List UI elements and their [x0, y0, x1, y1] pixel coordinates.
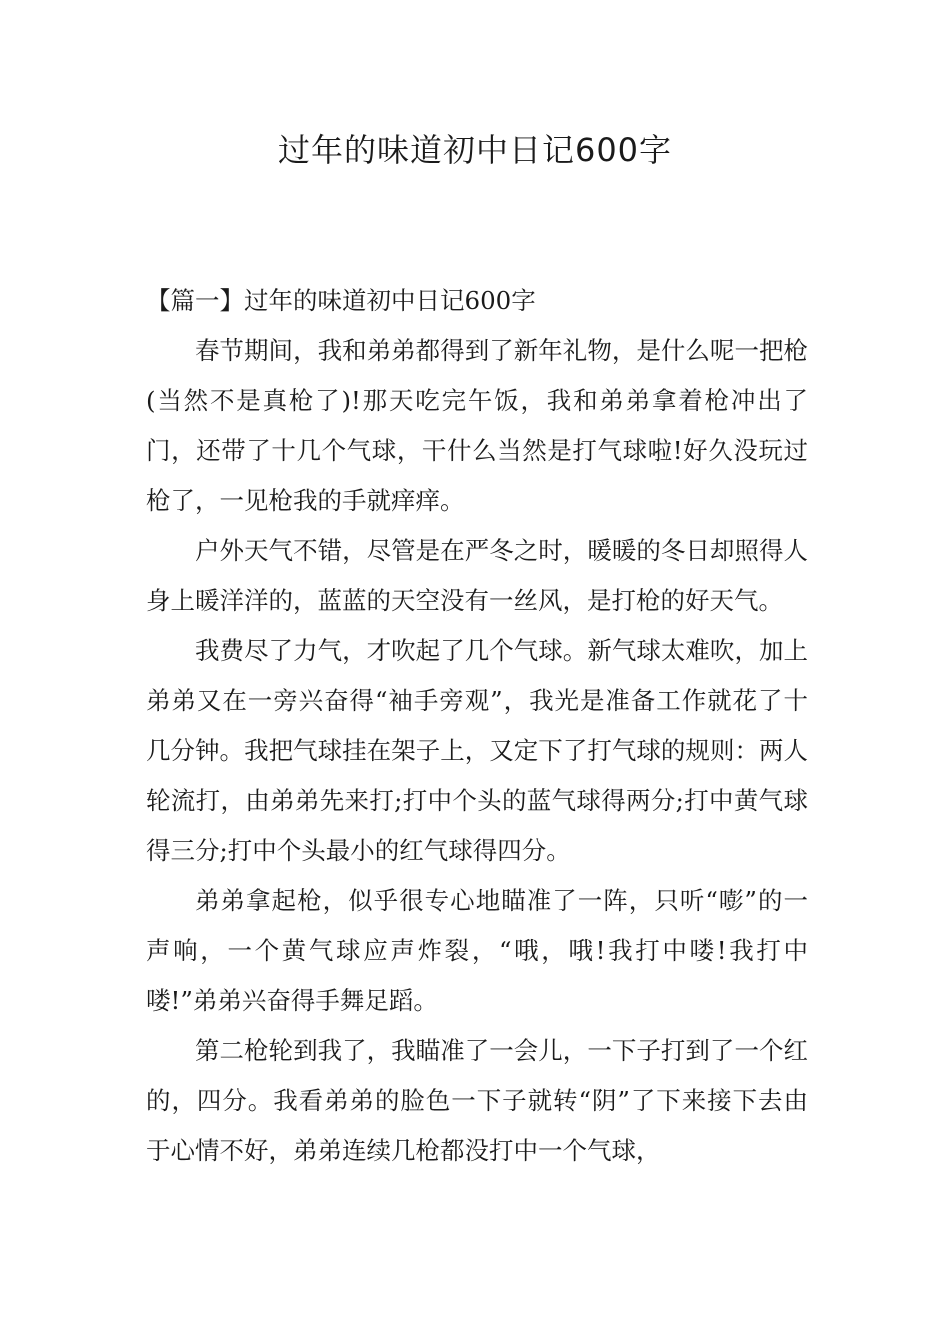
paragraph-1: 春节期间，我和弟弟都得到了新年礼物，是什么呢一把枪(当然不是真枪了)!那天吃完午饭，我和弟弟拿着枪冲出了门，还带了十几个气球，干什么当然是打气球啦!好久没玩过枪了，一见枪我的手就痒痒。 — [146, 336, 808, 515]
document-title: 过年的味道初中日记600字 — [277, 131, 673, 169]
section-heading: 【篇一】过年的味道初中日记600字 — [146, 286, 536, 315]
paragraph-2: 户外天气不错，尽管是在严冬之时，暖暖的冬日却照得人身上暖洋洋的，蓝蓝的天空没有一丝风，是打枪的好天气。 — [146, 536, 808, 615]
paragraph-4: 弟弟拿起枪，似乎很专心地瞄准了一阵，只听“嘭”的一声响，一个黄气球应声炸裂，“哦，哦!我打中喽!我打中喽!”弟弟兴奋得手舞足蹈。 — [146, 886, 808, 1015]
paragraph-5: 第二枪轮到我了，我瞄准了一会儿，一下子打到了一个红的，四分。我看弟弟的脸色一下子就转“阴”了下来接下去由于心情不好，弟弟连续几枪都没打中一个气球， — [146, 1036, 808, 1165]
document-body — [146, 276, 808, 1176]
paragraph-3: 我费尽了力气，才吹起了几个气球。新气球太难吹，加上弟弟又在一旁兴奋得“袖手旁观”，我光是准备工作就花了十几分钟。我把气球挂在架子上，又定下了打气球的规则：两人轮流打，由弟弟先来打;打中个头的蓝气球得两分;打中黄气球得三分;打中个头最小的红气球得四分。 — [146, 636, 808, 865]
